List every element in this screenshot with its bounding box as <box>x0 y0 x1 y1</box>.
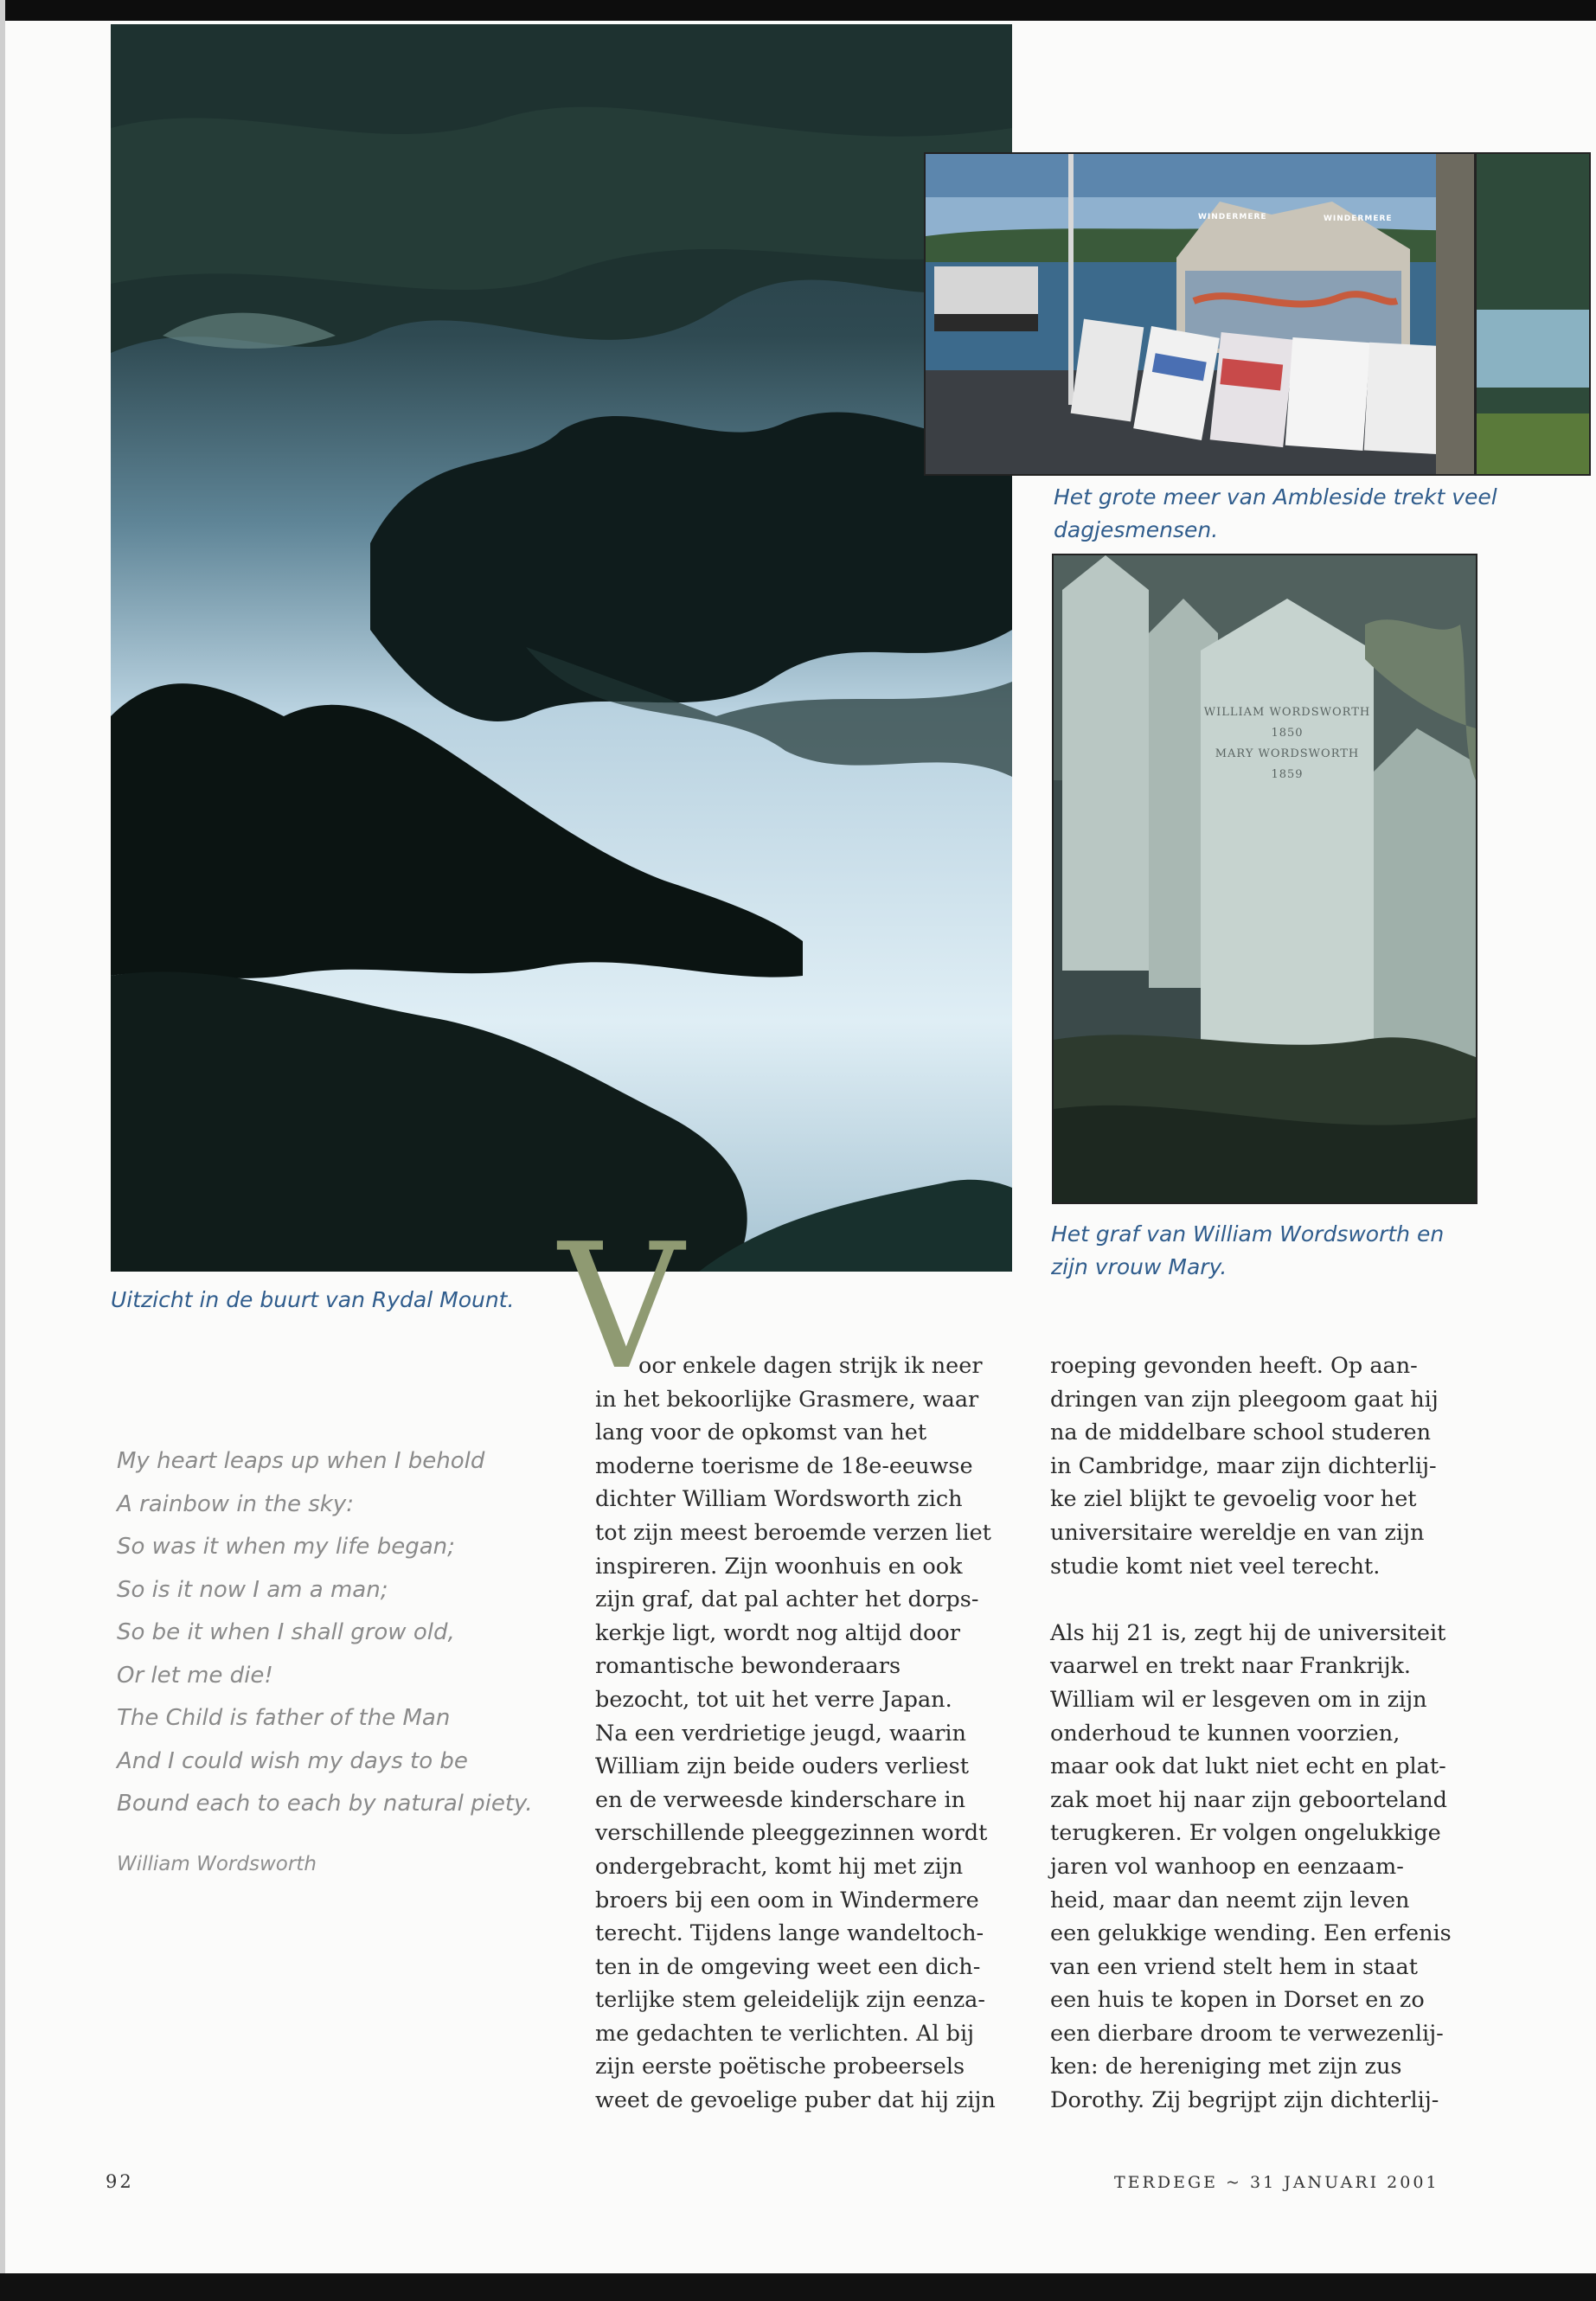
article-line: dichter William Wordsworth zich <box>595 1486 963 1513</box>
article-line: tot zijn meest beroemde verzen liet <box>595 1519 991 1546</box>
article-line: onderhoud te kunnen voorzien, <box>1050 1720 1401 1747</box>
poem-line: The Child is father of the Man <box>117 1705 451 1731</box>
article-line: universitaire wereldje en van zijn <box>1050 1519 1425 1546</box>
poem-line: Or let me die! <box>117 1662 273 1689</box>
gravestone-line-1: WILLIAM WORDSWORTH <box>1203 706 1371 719</box>
article-line: ondergebracht, komt hij met zijn <box>595 1853 964 1880</box>
article-line: zijn graf, dat pal achter het dorps- <box>595 1586 979 1613</box>
article-line: een dierbare droom te verwezenlij- <box>1050 2020 1444 2047</box>
article-line: Na een verdrietige jeugd, waarin <box>595 1720 966 1747</box>
article-line: van een vriend stelt hem in staat <box>1050 1953 1418 1980</box>
poem-line: So be it when I shall grow old, <box>117 1619 455 1645</box>
poem-line: Bound each to each by natural piety. <box>117 1791 533 1817</box>
article-line: verschillende pleeggezinnen wordt <box>595 1820 988 1847</box>
article-line: William zijn beide ouders verliest <box>595 1753 969 1780</box>
article-line: me gedachten te verlichten. Al bij <box>595 2020 975 2047</box>
poem-line: So is it now I am a man; <box>117 1576 388 1603</box>
drop-cap-letter: V <box>558 1237 684 1380</box>
article-line: broers bij een oom in Windermere <box>595 1887 979 1913</box>
article-line: weet de gevoelige puber dat hij zijn <box>595 2087 996 2114</box>
gravestone-line-4: 1859 <box>1271 768 1304 781</box>
article-line: zak moet hij naar zijn geboorteland <box>1050 1786 1447 1813</box>
article-line: dringen van zijn pleegoom gaat hij <box>1050 1386 1439 1413</box>
grave-caption-line-2: zijn vrouw Mary. <box>1051 1254 1227 1279</box>
poem-line: My heart leaps up when I behold <box>117 1448 485 1474</box>
article-line: terugkeren. Er volgen ongelukkige <box>1050 1820 1441 1847</box>
article-line: Dorothy. Zij begrijpt zijn dichterlij- <box>1050 2087 1439 2114</box>
article-line: heid, maar dan neemt zijn leven <box>1050 1887 1410 1913</box>
article-line: romantische bewonderaars <box>595 1653 901 1680</box>
main-lake-photo <box>111 24 1012 1272</box>
article-column-2 <box>1050 1349 1452 2118</box>
article-line: bezocht, tot uit het verre Japan. <box>595 1686 952 1713</box>
poem-line: And I could wish my days to be <box>117 1747 468 1774</box>
article-line: vaarwel en trekt naar Frankrijk. <box>1050 1653 1412 1680</box>
scan-left-edge <box>0 0 5 2301</box>
sign-label-right: WINDERMERE <box>1324 215 1393 223</box>
poem-line: So was it when my life began; <box>117 1534 455 1560</box>
article-line: kerkje ligt, wordt nog altijd door <box>595 1619 960 1646</box>
grave-photo-caption <box>1051 1218 1501 1284</box>
lakeside-strip-photo <box>1475 152 1591 476</box>
article-line: in het bekoorlijke Grasmere, waar <box>595 1386 979 1413</box>
article-line: zijn eerste poëtische probeersels <box>595 2054 965 2080</box>
article-line: moderne toerisme de 18e-eeuwse <box>595 1452 973 1479</box>
article-column-1 <box>595 1349 996 2118</box>
sign-label-left: WINDERMERE <box>1198 213 1267 221</box>
article-line: roeping gevonden heeft. Op aan- <box>1050 1353 1418 1379</box>
lake-caption-line-2: dagjesmensen. <box>1054 517 1219 542</box>
article-line: een gelukkige wending. Een erfenis <box>1050 1920 1452 1947</box>
article-line: terlijke stem geleidelijk zijn eenza- <box>595 1987 985 2014</box>
page-number: 92 <box>106 2171 134 2192</box>
article-line: ke ziel blijkt te gevoelig voor het <box>1050 1486 1417 1513</box>
scan-top-edge <box>0 0 1596 21</box>
article-line: ken: de hereniging met zijn zus <box>1050 2054 1402 2080</box>
article-line: maar ook dat lukt niet echt en plat- <box>1050 1753 1446 1780</box>
scan-bottom-edge <box>0 2273 1596 2301</box>
article-line: studie komt niet veel terecht. <box>1050 1553 1381 1580</box>
gravestone-line-2: 1850 <box>1271 727 1304 740</box>
article-line: lang voor de opkomst van het <box>595 1420 927 1446</box>
lake-photo-caption <box>1054 481 1503 547</box>
article-line: jaren vol wanhoop en eenzaam- <box>1050 1853 1404 1880</box>
article-line: terecht. Tijdens lange wandeltoch- <box>595 1920 984 1947</box>
poem-block <box>117 1440 549 1886</box>
wordsworth-grave-photo <box>1052 554 1477 1204</box>
windermere-lake-photo <box>924 152 1476 476</box>
article-line: een huis te kopen in Dorset en zo <box>1050 1987 1425 2014</box>
article-line: Als hij 21 is, zegt hij de universiteit <box>1050 1619 1446 1646</box>
paragraph-gap <box>1050 1583 1452 1617</box>
gravestone-line-3: MARY WORDSWORTH <box>1215 747 1360 760</box>
grave-caption-line-1: Het graf van William Wordsworth en <box>1051 1221 1445 1247</box>
article-line: William wil er lesgeven om in zijn <box>1050 1686 1427 1713</box>
poem-line: A rainbow in the sky: <box>117 1490 354 1517</box>
article-line: inspireren. Zijn woonhuis en ook <box>595 1553 963 1580</box>
gravestone-inscription <box>1201 702 1374 785</box>
article-line: in Cambridge, maar zijn dichterlij- <box>1050 1452 1437 1479</box>
article-line: na de middelbare school studeren <box>1050 1420 1432 1446</box>
publication-footer: TERDEGE ~ 31 JANUARI 2001 <box>1114 2173 1439 2192</box>
article-line: en de verweesde kinderschare in <box>595 1786 966 1813</box>
lake-caption-line-1: Het grote meer van Ambleside trekt veel <box>1054 484 1497 510</box>
article-line: oor enkele dagen strijk ik neer <box>638 1353 983 1379</box>
poem-author: William Wordsworth <box>117 1852 317 1875</box>
main-photo-caption: Uitzicht in de buurt van Rydal Mount. <box>111 1287 515 1312</box>
article-line: ten in de omgeving weet een dich- <box>595 1953 981 1980</box>
